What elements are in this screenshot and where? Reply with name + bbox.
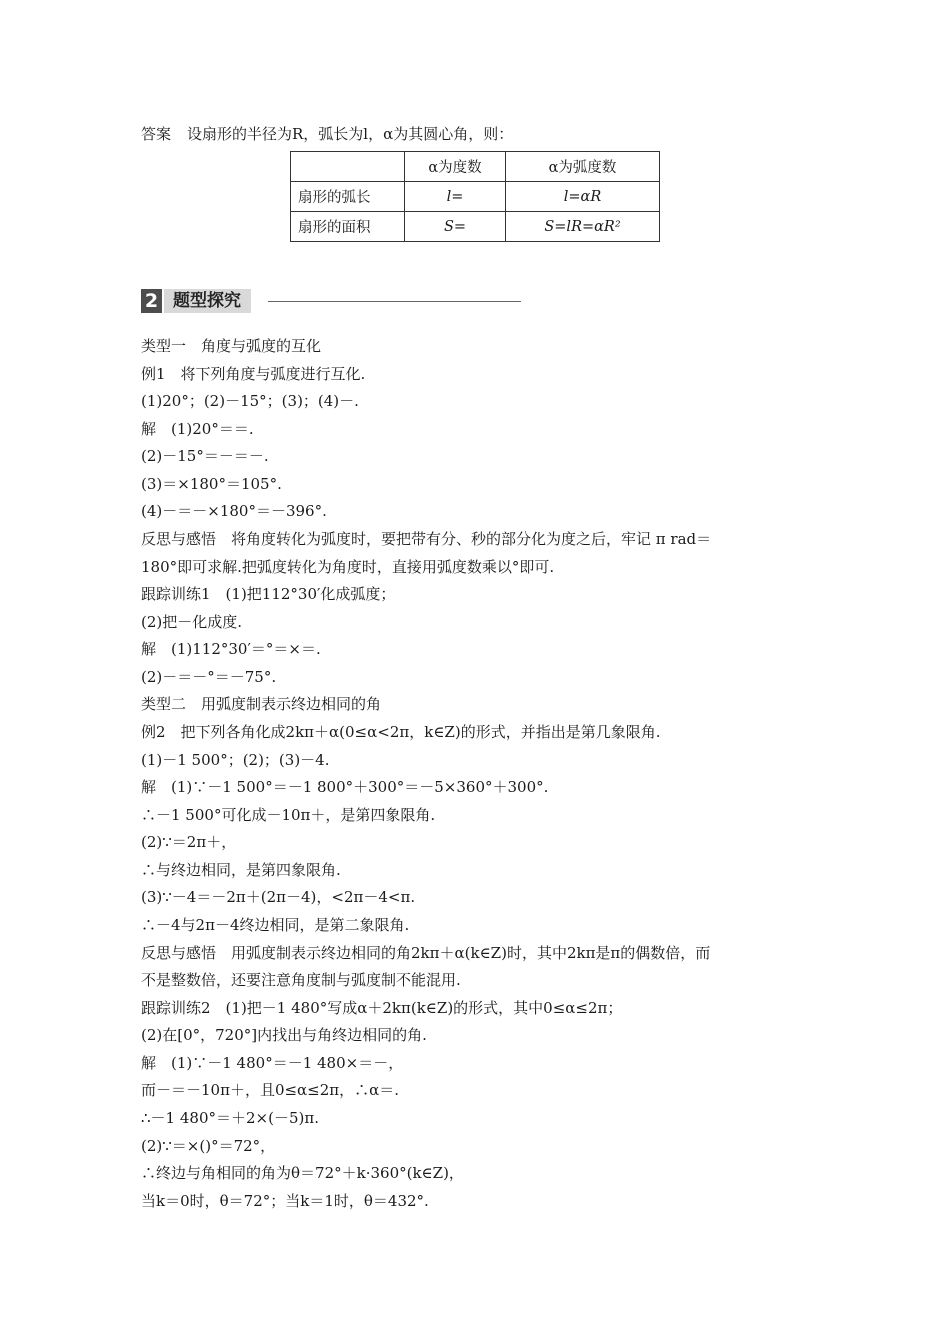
table-cell: l= [405,182,506,212]
section-number: 2 [141,289,162,313]
table-header-cell [291,152,405,182]
table-cell: S=lR=αR² [506,212,660,242]
answer-tag: 答案 [141,125,172,143]
text-line: 180°即可求解.把弧度转化为角度时，直接用弧度数乘以°即可. [141,558,555,576]
table-header-cell: α为度数 [405,152,506,182]
text-line: 例2 把下列各角化成2kπ＋α(0≤α<2π，k∈Z)的形式，并指出是第几象限角. [141,723,661,741]
table-cell: S= [405,212,506,242]
text-line: (3)∵－4＝－2π＋(2π－4)，<2π－4<π. [141,888,416,906]
text-line: (2)－＝－°＝－75°. [141,668,277,686]
table-row [291,212,660,242]
text-line: (2)∵＝×()°＝72°， [141,1137,276,1155]
text-line: 反思与感悟 将角度转化为弧度时，要把带有分、秒的部分化为度之后，牢记 π rad＝ [141,530,712,548]
section-title: 题型探究 [164,289,251,313]
text-line: (2)∵＝2π＋， [141,833,237,851]
text-line: (1)－1 500°；(2)；(3)－4. [141,751,330,769]
answer-text: 设扇形的半径为R，弧长为l，α为其圆心角，则： [187,125,514,143]
text-line: 当k＝0时，θ＝72°；当k＝1时，θ＝432°. [141,1192,429,1210]
text-line: (3)＝×180°＝105°. [141,475,282,493]
text-line: 类型二 用弧度制表示终边相同的角 [141,695,382,713]
text-line: ∴与终边相同，是第四象限角. [141,861,341,879]
text-line: ∴－1 480°＝＋2×(－5)π. [141,1109,319,1127]
text-line: 类型一 角度与弧度的互化 [141,337,322,355]
answer-line [141,124,513,144]
text-line: (2)把－化成度. [141,613,243,631]
text-line: ∴－4与2π－4终边相同，是第二象限角. [141,916,410,934]
text-line: 而－＝－10π＋，且0≤α≤2π，∴α＝. [141,1081,400,1099]
section-heading [141,289,521,313]
text-line: (4)－＝－×180°＝－396°. [141,502,327,520]
text-line: 解 (1)∵－1 500°＝－1 800°＋300°＝－5×360°＋300°. [141,778,549,796]
text-line: 例1 将下列角度与弧度进行互化. [141,365,366,383]
text-line: ∴－1 500°可化成－10π＋，是第四象限角. [141,806,436,824]
text-line: (1)20°；(2)－15°；(3)；(4)－. [141,392,359,410]
section-rule [268,301,521,302]
sector-formula-table [290,151,660,242]
text-line: 跟踪训练2 (1)把－1 480°写成α＋2kπ(k∈Z)的形式，其中0≤α≤2π； [141,999,623,1017]
text-line: 解 (1)112°30′＝°＝×＝. [141,640,321,658]
text-line: (2)－15°＝－＝－. [141,447,269,465]
text-line: 解 (1)20°＝＝. [141,420,254,438]
text-line: ∴终边与角相同的角为θ＝72°＋k·360°(k∈Z)， [141,1164,464,1182]
text-line: 反思与感悟 用弧度制表示终边相同的角2kπ＋α(k∈Z)时，其中2kπ是π的偶数倍，而 [141,944,711,962]
table-row [291,182,660,212]
table-cell: 扇形的面积 [291,212,405,242]
text-line: 不是整数倍，还要注意角度制与弧度制不能混用. [141,971,461,989]
text-line: 跟踪训练1 (1)把112°30′化成弧度； [141,585,396,603]
table-header-row [291,152,660,182]
table-cell: 扇形的弧长 [291,182,405,212]
text-line: 解 (1)∵－1 480°＝－1 480×＝－， [141,1054,404,1072]
text-line: (2)在[0°，720°]内找出与角终边相同的角. [141,1026,427,1044]
table-cell: l=αR [506,182,660,212]
table-header-cell: α为弧度数 [506,152,660,182]
